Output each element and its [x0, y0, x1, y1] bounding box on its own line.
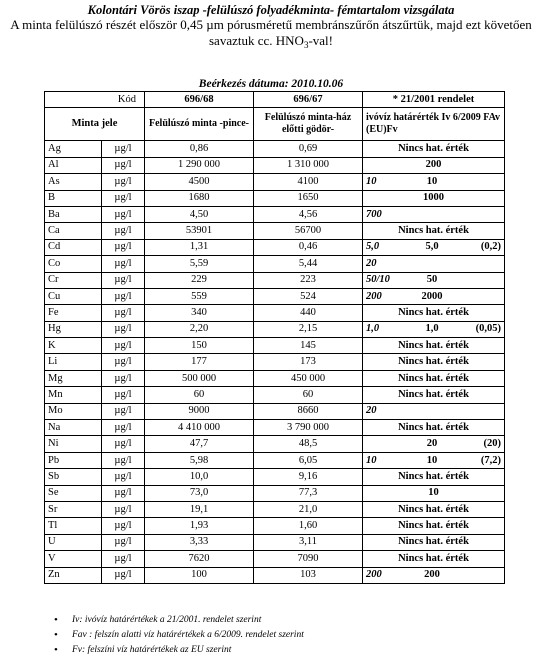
table-row	[45, 190, 505, 206]
table-row	[45, 551, 505, 567]
unit: µg/l	[102, 452, 145, 468]
footnote-fav: • Fav : felszín alatti víz határértékek a 6/2009. rendelet szerint	[54, 628, 304, 643]
value-sample-2: 173	[254, 354, 363, 370]
limit-value	[363, 174, 505, 190]
limit-text: Nincs hat. érték	[398, 552, 469, 564]
unit: µg/l	[102, 485, 145, 501]
unit: µg/l	[102, 567, 145, 583]
value-sample-2: 1 310 000	[254, 157, 363, 173]
value-sample-1: 5,98	[145, 452, 254, 468]
value-sample-2: 3,11	[254, 534, 363, 550]
element-symbol: Cu	[45, 288, 102, 304]
limit-fv: (7,2)	[480, 454, 501, 466]
unit: µg/l	[102, 469, 145, 485]
limit-fav: 2000	[421, 290, 443, 302]
value-sample-2: 21,0	[254, 501, 363, 517]
limit-iv: 10	[366, 175, 377, 187]
unit: µg/l	[102, 223, 145, 239]
limit-fav: 200	[424, 569, 440, 581]
unit: µg/l	[102, 288, 145, 304]
value-sample-2: 223	[254, 272, 363, 288]
limit-value	[363, 501, 505, 517]
value-sample-1: 559	[145, 288, 254, 304]
value-sample-2: 77,3	[254, 485, 363, 501]
element-symbol: Tl	[45, 518, 102, 534]
value-sample-1: 177	[145, 354, 254, 370]
unit: µg/l	[102, 141, 145, 157]
limit-iv: 700	[366, 208, 382, 220]
unit: µg/l	[102, 239, 145, 255]
value-sample-2: 1,60	[254, 518, 363, 534]
value-sample-2: 48,5	[254, 436, 363, 452]
limit-iv: 5,0	[366, 241, 380, 253]
unit: µg/l	[102, 370, 145, 386]
table-row	[45, 206, 505, 222]
element-symbol: Sb	[45, 469, 102, 485]
limit-value	[363, 518, 505, 534]
table-row	[45, 338, 505, 354]
table-row	[45, 518, 505, 534]
value-sample-1: 1 290 000	[145, 157, 254, 173]
value-sample-2: 7090	[254, 551, 363, 567]
table-row	[45, 469, 505, 485]
limit-fav: 1,0	[425, 323, 439, 335]
limit-value	[363, 387, 505, 403]
unit: µg/l	[102, 354, 145, 370]
limit-value	[363, 567, 505, 583]
limit-value	[363, 452, 505, 468]
sample-code-1: 696/68	[145, 92, 254, 108]
unit: µg/l	[102, 338, 145, 354]
value-sample-1: 4,50	[145, 206, 254, 222]
element-symbol: Ni	[45, 436, 102, 452]
limit-text: 10	[428, 487, 439, 499]
value-sample-1: 4 410 000	[145, 420, 254, 436]
table-row	[45, 288, 505, 304]
value-sample-2: 0,69	[254, 141, 363, 157]
value-sample-1: 53901	[145, 223, 254, 239]
limit-value	[363, 190, 505, 206]
value-sample-1: 5,59	[145, 256, 254, 272]
element-symbol: Cr	[45, 272, 102, 288]
table-row	[45, 157, 505, 173]
element-symbol: Ba	[45, 206, 102, 222]
value-sample-1: 150	[145, 338, 254, 354]
table-row	[45, 420, 505, 436]
header-row-codes	[45, 92, 505, 108]
value-sample-2: 6,05	[254, 452, 363, 468]
results-table	[44, 91, 505, 584]
limit-value	[363, 223, 505, 239]
unit: µg/l	[102, 518, 145, 534]
table-row	[45, 321, 505, 337]
limit-value	[363, 551, 505, 567]
value-sample-1: 47,7	[145, 436, 254, 452]
value-sample-2: 60	[254, 387, 363, 403]
table-row	[45, 370, 505, 386]
header-row-descriptions	[45, 108, 505, 141]
limit-desc: ivóvíz határérték Iv 6/2009 FAv (EU)Fv	[363, 108, 505, 141]
limit-value	[363, 436, 505, 452]
element-symbol: Sr	[45, 501, 102, 517]
limit-text: Nincs hat. érték	[398, 372, 469, 384]
limit-value	[363, 321, 505, 337]
value-sample-2: 524	[254, 288, 363, 304]
element-symbol: Mn	[45, 387, 102, 403]
value-sample-2: 450 000	[254, 370, 363, 386]
limit-value	[363, 288, 505, 304]
limit-value	[363, 157, 505, 173]
table-row	[45, 239, 505, 255]
footnote-iv: • Iv: ivóvíz határértékek a 21/2001. rendelet szerint	[54, 613, 304, 628]
unit: µg/l	[102, 305, 145, 321]
table-row	[45, 501, 505, 517]
unit: µg/l	[102, 174, 145, 190]
table-row	[45, 305, 505, 321]
value-sample-1: 1680	[145, 190, 254, 206]
page-title: Kolontári Vörös iszap -felülúszó folyadékminta- fémtartalom vizsgálata	[87, 3, 455, 17]
value-sample-1: 7620	[145, 551, 254, 567]
element-symbol: Pb	[45, 452, 102, 468]
limit-fav: 10	[426, 175, 438, 187]
value-sample-1: 60	[145, 387, 254, 403]
limit-value	[363, 272, 505, 288]
value-sample-1: 229	[145, 272, 254, 288]
value-sample-1: 2,20	[145, 321, 254, 337]
limit-value	[363, 206, 505, 222]
table-row	[45, 387, 505, 403]
value-sample-1: 9000	[145, 403, 254, 419]
value-sample-1: 10,0	[145, 469, 254, 485]
limit-text: Nincs hat. érték	[398, 339, 469, 351]
unit: µg/l	[102, 436, 145, 452]
value-sample-2: 1650	[254, 190, 363, 206]
limit-value	[363, 403, 505, 419]
limit-value	[363, 485, 505, 501]
element-symbol: Mo	[45, 403, 102, 419]
value-sample-2: 2,15	[254, 321, 363, 337]
limit-iv: 200	[366, 290, 382, 302]
limit-value	[363, 239, 505, 255]
table-row	[45, 256, 505, 272]
table-row	[45, 452, 505, 468]
element-symbol: V	[45, 551, 102, 567]
limit-text: 200	[425, 159, 442, 171]
value-sample-1: 100	[145, 567, 254, 583]
value-sample-2: 4100	[254, 174, 363, 190]
regulation-header: * 21/2001 rendelet	[363, 92, 505, 108]
unit: µg/l	[102, 501, 145, 517]
value-sample-2: 56700	[254, 223, 363, 239]
unit: µg/l	[102, 387, 145, 403]
element-symbol: As	[45, 174, 102, 190]
limit-iv: 10	[366, 454, 377, 466]
limit-value	[363, 469, 505, 485]
limit-text: 1000	[423, 192, 444, 204]
unit: µg/l	[102, 534, 145, 550]
element-symbol: Hg	[45, 321, 102, 337]
value-sample-1: 0,86	[145, 141, 254, 157]
table-row	[45, 403, 505, 419]
sample-desc-1: Felülúszó minta -pince-	[145, 108, 254, 141]
element-symbol: Al	[45, 157, 102, 173]
value-sample-1: 3,33	[145, 534, 254, 550]
limit-text: Nincs hat. érték	[398, 421, 469, 433]
limit-text: Nincs hat. érték	[398, 143, 469, 155]
limit-fav: 5,0	[425, 241, 439, 253]
value-sample-2: 9,16	[254, 469, 363, 485]
limit-text: Nincs hat. érték	[398, 225, 469, 237]
limit-text: Nincs hat. érték	[398, 356, 469, 368]
limit-value	[363, 534, 505, 550]
footnotes	[54, 613, 304, 658]
value-sample-1: 1,93	[145, 518, 254, 534]
element-symbol: Ca	[45, 223, 102, 239]
table-row	[45, 534, 505, 550]
element-symbol: Na	[45, 420, 102, 436]
element-symbol: Ag	[45, 141, 102, 157]
value-sample-2: 3 790 000	[254, 420, 363, 436]
limit-value	[363, 370, 505, 386]
limit-fv: (20)	[483, 438, 501, 450]
unit: µg/l	[102, 190, 145, 206]
limit-value	[363, 305, 505, 321]
limit-fv: (0,05)	[475, 323, 501, 335]
limit-iv: 50/10	[366, 274, 390, 286]
limit-iv: 20	[366, 405, 377, 417]
table-row	[45, 354, 505, 370]
element-symbol: U	[45, 534, 102, 550]
limit-value	[363, 141, 505, 157]
element-symbol: Se	[45, 485, 102, 501]
element-symbol: Cd	[45, 239, 102, 255]
value-sample-1: 4500	[145, 174, 254, 190]
footnote-fv: • Fv: felszíni víz határértékek az EU szerint	[54, 643, 304, 658]
code-label: Kód	[45, 92, 145, 108]
limit-text: Nincs hat. érték	[398, 503, 469, 515]
value-sample-2: 8660	[254, 403, 363, 419]
element-symbol: K	[45, 338, 102, 354]
value-sample-1: 500 000	[145, 370, 254, 386]
value-sample-2: 4,56	[254, 206, 363, 222]
element-symbol: Co	[45, 256, 102, 272]
unit: µg/l	[102, 321, 145, 337]
table-row	[45, 141, 505, 157]
limit-text: Nincs hat. érték	[398, 470, 469, 482]
value-sample-2: 0,46	[254, 239, 363, 255]
limit-fav: 20	[426, 438, 438, 450]
limit-text: Nincs hat. érték	[398, 520, 469, 532]
unit: µg/l	[102, 403, 145, 419]
table-row	[45, 567, 505, 583]
element-symbol: Zn	[45, 567, 102, 583]
value-sample-2: 145	[254, 338, 363, 354]
limit-fav: 10	[426, 454, 438, 466]
table-row	[45, 436, 505, 452]
limit-value	[363, 354, 505, 370]
intro-text: A minta felülúszó részét először 0,45 µm pórusméretű membránszűrőn átszűrtük, majd ezt követően savaztuk cc. $HNO_3$-val!	[10, 17, 532, 50]
unit: µg/l	[102, 272, 145, 288]
unit: µg/l	[102, 551, 145, 567]
limit-text: Nincs hat. érték	[398, 388, 469, 400]
limit-iv: 20	[366, 257, 377, 269]
limit-value	[363, 420, 505, 436]
unit: µg/l	[102, 256, 145, 272]
table-row	[45, 223, 505, 239]
sample-desc-2: Felülúszó minta-ház előtti gödör-	[254, 108, 363, 141]
element-symbol: Fe	[45, 305, 102, 321]
element-symbol: B	[45, 190, 102, 206]
arrival-date: Beérkezés dátuma: 2010.10.06	[198, 78, 344, 90]
sample-id-label: Minta jele	[45, 108, 145, 141]
limit-iv: 1,0	[366, 323, 380, 335]
limit-fv: (0,2)	[480, 241, 501, 253]
limit-value	[363, 256, 505, 272]
value-sample-2: 5,44	[254, 256, 363, 272]
unit: µg/l	[102, 420, 145, 436]
limit-text: Nincs hat. érték	[398, 306, 469, 318]
limit-text: Nincs hat. érték	[398, 536, 469, 548]
table-row	[45, 272, 505, 288]
value-sample-1: 19,1	[145, 501, 254, 517]
value-sample-2: 103	[254, 567, 363, 583]
table-row	[45, 485, 505, 501]
element-symbol: Li	[45, 354, 102, 370]
limit-iv: 200	[366, 569, 382, 581]
unit: µg/l	[102, 206, 145, 222]
unit: µg/l	[102, 157, 145, 173]
sample-code-2: 696/67	[254, 92, 363, 108]
value-sample-1: 340	[145, 305, 254, 321]
value-sample-1: 73,0	[145, 485, 254, 501]
value-sample-2: 440	[254, 305, 363, 321]
table-row	[45, 174, 505, 190]
element-symbol: Mg	[45, 370, 102, 386]
limit-value	[363, 338, 505, 354]
limit-fav: 50	[426, 274, 438, 286]
value-sample-1: 1,31	[145, 239, 254, 255]
